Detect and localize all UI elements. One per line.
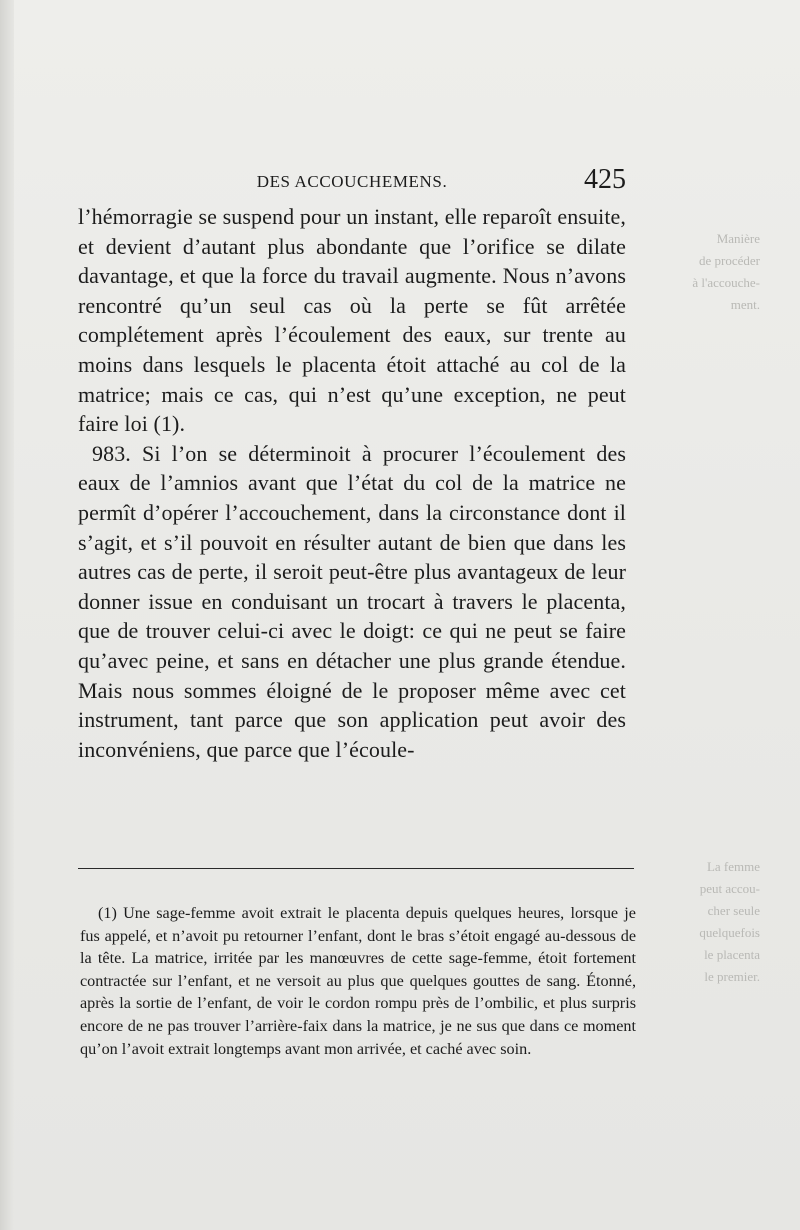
page-gutter-shadow [0,0,14,1230]
paragraph-983: 983. Si l’on se déterminoit à procurer l’écoulement des eaux de l’amnios avant que l’état du col de la matrice ne permît d’opérer l’accouchement, dans la circonstance dont il s’agit, et s’il pouvoit en résulter autant de bien que dans les autres cas de perte, il seroit peut-être plus avantageux de leur donner issue en conduisant un trocart à travers le placenta, que de trouver celui-ci avec le doigt: ce qui ne peut se faire qu’avec peine, et sans en détacher une plus grande étendue. Mais nous sommes éloigné de le proposer même avec cet instrument, tant parce que son application peut avoir des inconvéniens, que parce que l’écoule- [78,440,626,762]
running-head [78,164,626,200]
show-through-text-bottom: La femme peut accou- cher seule quelquefois le placenta le premier. [699,859,760,984]
footnote-1: (1) Une sage-femme avoit extrait le placenta depuis quelques heures, lorsque je fus appelé, et n’avoit pu retourner l’enfant, dont le bras s’étoit engagé au-dessous de la tête. La matrice, irritée par les manœuvres de cette sage-femme, étoit fortement contractée sur l’enfant, et ne versoit au plus que quelques gouttes de sang. Étonné, après la sortie de l’enfant, de voir le cordon rompu près de l’ombilic, et plus surpris encore de ne pas trouver l’arrière-faix dans la matrice, je ne sus que dans ce moment qu’on l’avoit extrait longtemps avant mon arrivée, et caché avec soin. [80,904,636,1058]
show-through-text-top: Manière de procéder à l'accouche- ment. [692,231,760,312]
main-text [78,202,626,764]
page-number: 425 [584,164,626,195]
running-head-title: DES ACCOUCHEMENS. [256,172,448,191]
footnote-rule [78,868,634,869]
paragraph-continuation: l’hémorragie se suspend pour un instant, elle reparoît ensuite, et devient d’autant plus abondante que l’orifice se dilate davantage, et que la force du travail augmente. Nous n’avons rencontré qu’un seul cas où la perte se fût arrêtée complétement après l’écoulement des eaux, sur trente au moins dans lesquels le placenta étoit attaché au col de la matrice; mais ce cas, qui n’est qu’une exception, ne peut faire loi (1). [78,204,626,437]
